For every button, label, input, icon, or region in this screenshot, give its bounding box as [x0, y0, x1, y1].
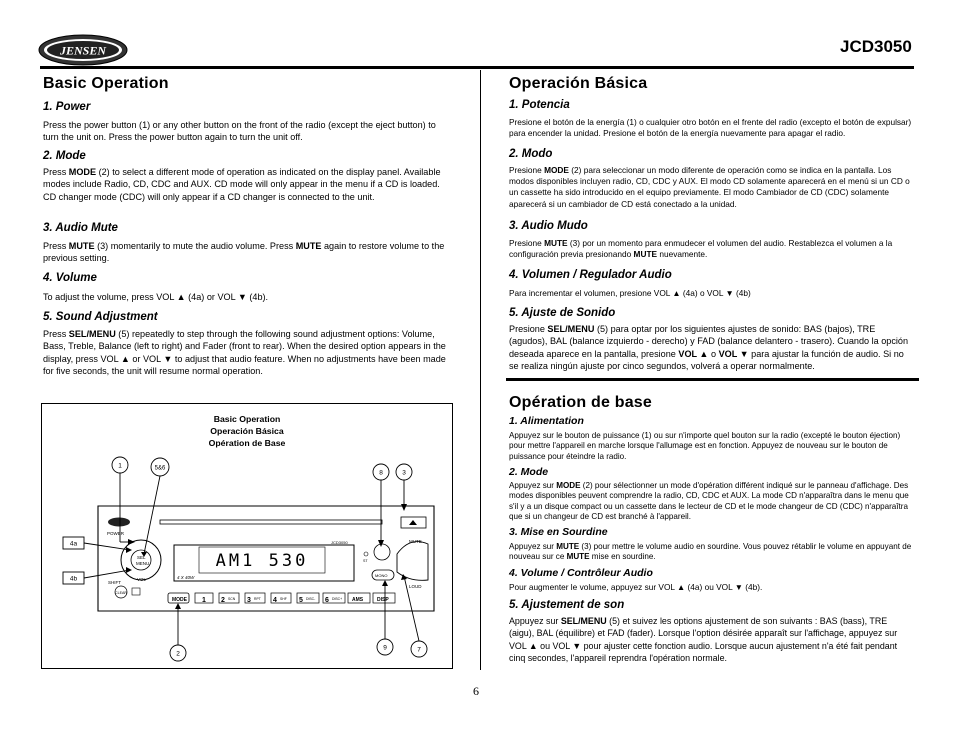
label-power: POWER — [107, 531, 125, 536]
es-power-heading: 1. Potencia — [509, 99, 570, 111]
svg-text:JENSEN: JENSEN — [59, 43, 107, 58]
label-p6: 6 — [325, 597, 329, 604]
fr-power-heading: 1. Alimentation — [509, 415, 584, 427]
fr-mute-text: Appuyez sur MUTE (3) pour mettre le volume audio en sourdine. Vous pouvez rétablir le volume en appuyant de nouveau sur ce MUTE mise en sourdine. — [509, 542, 912, 562]
es-mute-text: Presione MUTE (3) por un momento para enmudecer el volumen del audio. Restablezca el volumen a la configuración previa presionando MUTE nuevamente. — [509, 238, 893, 260]
fr-volume-text: Pour augmenter le volume, appuyez sur VOL ▲ (4a) ou VOL ▼ (4b). — [509, 582, 763, 592]
en-power-heading: 1. Power — [43, 101, 91, 113]
label-st: ST — [363, 559, 368, 563]
label-shift: SHIFT — [108, 580, 121, 585]
label-p2s: SCN — [228, 597, 236, 601]
label-disp: DISP — [377, 597, 389, 603]
header-rule — [40, 66, 914, 69]
small-logo — [108, 518, 130, 527]
callout-4b-text: 4b — [69, 575, 78, 583]
fr-sound-text: Appuyez sur SEL/MENU (5) et suivez les options ajustement de son suivants : BAS (bass), TRE (aigu), BAL (équilibre) et FAD (fader). Lorsque l'option désirée apparaît sur l'affichage, appuyez sur VOL ▲ ou VOL ▼ pour ajuster cette fonction audio. Lorsque aucun ajustement n'a été fait pendant cinq secondes, l'appareil reprendra l'opération normale. — [509, 616, 898, 664]
radio-diagram — [41, 403, 453, 669]
spanish-title: Operación Básica — [509, 75, 648, 92]
callout-7-text: 7 — [417, 646, 421, 654]
callout-4a-text: 4a — [69, 540, 78, 548]
french-title: Opération de base — [509, 394, 652, 411]
en-mode-text: Press MODE (2) to select a different mode of operation as indicated on the display panel. Available modes include Radio, CD, CDC and AUX. CD mode will only appear in the menu if a CD is loaded. CD changer mode (CDC) will only appear if a CD changer is connected to the unit. — [43, 167, 441, 202]
model-number: JCD3050 — [840, 37, 912, 56]
sel-menu-button — [131, 550, 151, 570]
power-knob — [397, 542, 428, 581]
en-mute-heading: 3. Audio Mute — [43, 222, 118, 234]
label-p5: 5 — [299, 597, 303, 604]
callout-3-text: 3 — [402, 469, 406, 477]
mute-button — [374, 544, 390, 560]
diagram-title-en: Basic Operation — [213, 414, 281, 424]
diagram-title-es: Operación Básica — [210, 426, 284, 436]
label-menu: MENU — [136, 561, 150, 566]
label-mono: MONO — [375, 573, 388, 578]
en-sound-text: Press SEL/MENU (5) repeatedly to step through the following sound adjustment options: Volume, Bass, Treble, Balance (left to right) and Fader (front to rear). When the desired option appears in the display, press VOL ▲ or VOL ▼ to adjust that audio feature. When no adjustments have been made for five seconds, the unit will resume normal operation. — [43, 329, 446, 377]
page-number: 6 — [473, 684, 479, 698]
label-ams: AMS — [352, 597, 364, 603]
label-watt: 4 X 40W — [177, 575, 195, 580]
eject-icon — [409, 520, 417, 525]
label-p1: 1 — [202, 597, 206, 604]
es-power-text: Presione el botón de la energía (1) o cualquier otro botón en el frente del radio (excepto el botón de expulsar) para encender la unidad. Presione el botón de la energía nuevamente para apagar el radio. — [509, 117, 912, 139]
callout-5and6-text: 5&6 — [154, 465, 166, 472]
label-p2: 2 — [221, 597, 225, 604]
en-mode-heading: 2. Mode — [43, 150, 86, 162]
callout-9-text: 9 — [383, 644, 387, 652]
fr-mode-text: Appuyez sur MODE (2) pour sélectionner un mode d'opération différent indiqué sur le panneau d'affichage. Des modes disponibles peuvent comprendre la radio, CD, CDC et AUX. La mode CD n'apparaîtra dans le menu que s'il y a un disque compact ou un cassette dans le lecteur de CD et le mode changeur de CD (CDC) n'apparaîtra que si un changeur de CD est branché à l'appareil. — [509, 481, 909, 521]
label-p5s: DISC- — [306, 597, 316, 601]
label-sel: SEL — [137, 555, 146, 560]
callout-2-text: 2 — [176, 650, 180, 658]
label-p6s: DISC+ — [332, 597, 343, 601]
es-volume-heading: 4. Volumen / Regulador Audio — [509, 269, 672, 281]
en-power-text: Press the power button (1) or any other button on the front of the radio (except the eject button) to turn the unit on. Press the power button again to turn the unit off. — [43, 120, 436, 143]
volume-knob — [121, 540, 161, 580]
es-mode-text: Presione MODE (2) para seleccionar un modo diferente de operación como se indica en la pantalla. Los modos disponibles incluyen radio, CD, CDC y AUX. El modo CD solamente aparecerá en el menú si un CD o un cassette ha sido introducido en el equipo previamente. El modo Cambiador de CD (CDC) solamente aparecerá si un cambiador de CD está conectado a la unidad. — [509, 165, 910, 209]
jensen-logo — [38, 34, 128, 66]
label-mode: MODE — [172, 597, 187, 603]
label-p4s: SHF — [280, 597, 287, 601]
es-volume-text: Para incrementar el volumen, presione VOL ▲ (4a) o VOL ▼ (4b) — [509, 288, 751, 298]
fr-power-text: Appuyez sur le bouton de puissance (1) ou sur n'importe quel bouton sur la radio (excepté le bouton éjection) pour mettre l'appareil en marche lorsque l'allumage est en fonction. Appuyez de nouveau sur le bouton de puissance pour éteindre la radio. — [509, 431, 901, 461]
es-sound-heading: 5. Ajuste de Sonido — [509, 307, 616, 319]
es-mute-heading: 3. Audio Mudo — [509, 220, 588, 232]
label-loud: LOUD — [409, 584, 422, 589]
en-volume-text: To adjust the volume, press VOL ▲ (4a) or VOL ▼ (4b). — [43, 292, 269, 302]
lcd-text: AM1 530 — [215, 551, 309, 571]
label-p3: 3 — [247, 597, 251, 604]
label-vol: VOL — [137, 577, 147, 582]
label-p3s: RPT — [254, 597, 261, 601]
fr-mute-heading: 3. Mise en Sourdine — [509, 526, 608, 538]
en-mute-text: Press MUTE (3) momentarily to mute the audio volume. Press MUTE again to restore volume to the previous setting. — [43, 241, 445, 264]
cd-slot — [160, 520, 382, 524]
english-title: Basic Operation — [43, 75, 169, 92]
small-icon-box — [132, 588, 140, 595]
fr-sound-heading: 5. Ajustement de son — [509, 599, 625, 611]
column-divider — [480, 70, 481, 670]
label-p4: 4 — [273, 597, 277, 604]
callout-1-text: 1 — [118, 462, 122, 470]
callout-8-text: 8 — [379, 469, 383, 477]
fr-volume-heading: 4. Volume / Contrôleur Audio — [509, 567, 653, 579]
label-clear: CLEAR — [115, 591, 127, 595]
diagram-title-fr: Opération de Base — [208, 438, 286, 448]
es-mode-heading: 2. Modo — [509, 148, 553, 160]
st-indicator — [364, 552, 368, 556]
label-mute: MUTE — [409, 539, 422, 544]
label-model-small: JCD3050 — [331, 540, 348, 545]
es-sound-text: Presione SEL/MENU (5) para optar por los siguientes ajustes de sonido: BAS (bajos), TRE (agudos), BAL (balance izquierdo - derecho) y FAD (balance delantero - trasero). Cuando la opción deseada aparece en la pantalla, presione VOL ▲ o VOL ▼ para ajustar la función de audio. Si no se realiza ningún ajuste por cinco segundos, volverá a operar normalmente. — [509, 324, 908, 372]
section-rule — [506, 378, 919, 381]
en-volume-heading: 4. Volume — [43, 272, 97, 284]
en-sound-heading: 5. Sound Adjustment — [43, 311, 158, 323]
fr-mode-heading: 2. Mode — [509, 466, 549, 478]
radio-faceplate-drawing — [42, 404, 452, 668]
